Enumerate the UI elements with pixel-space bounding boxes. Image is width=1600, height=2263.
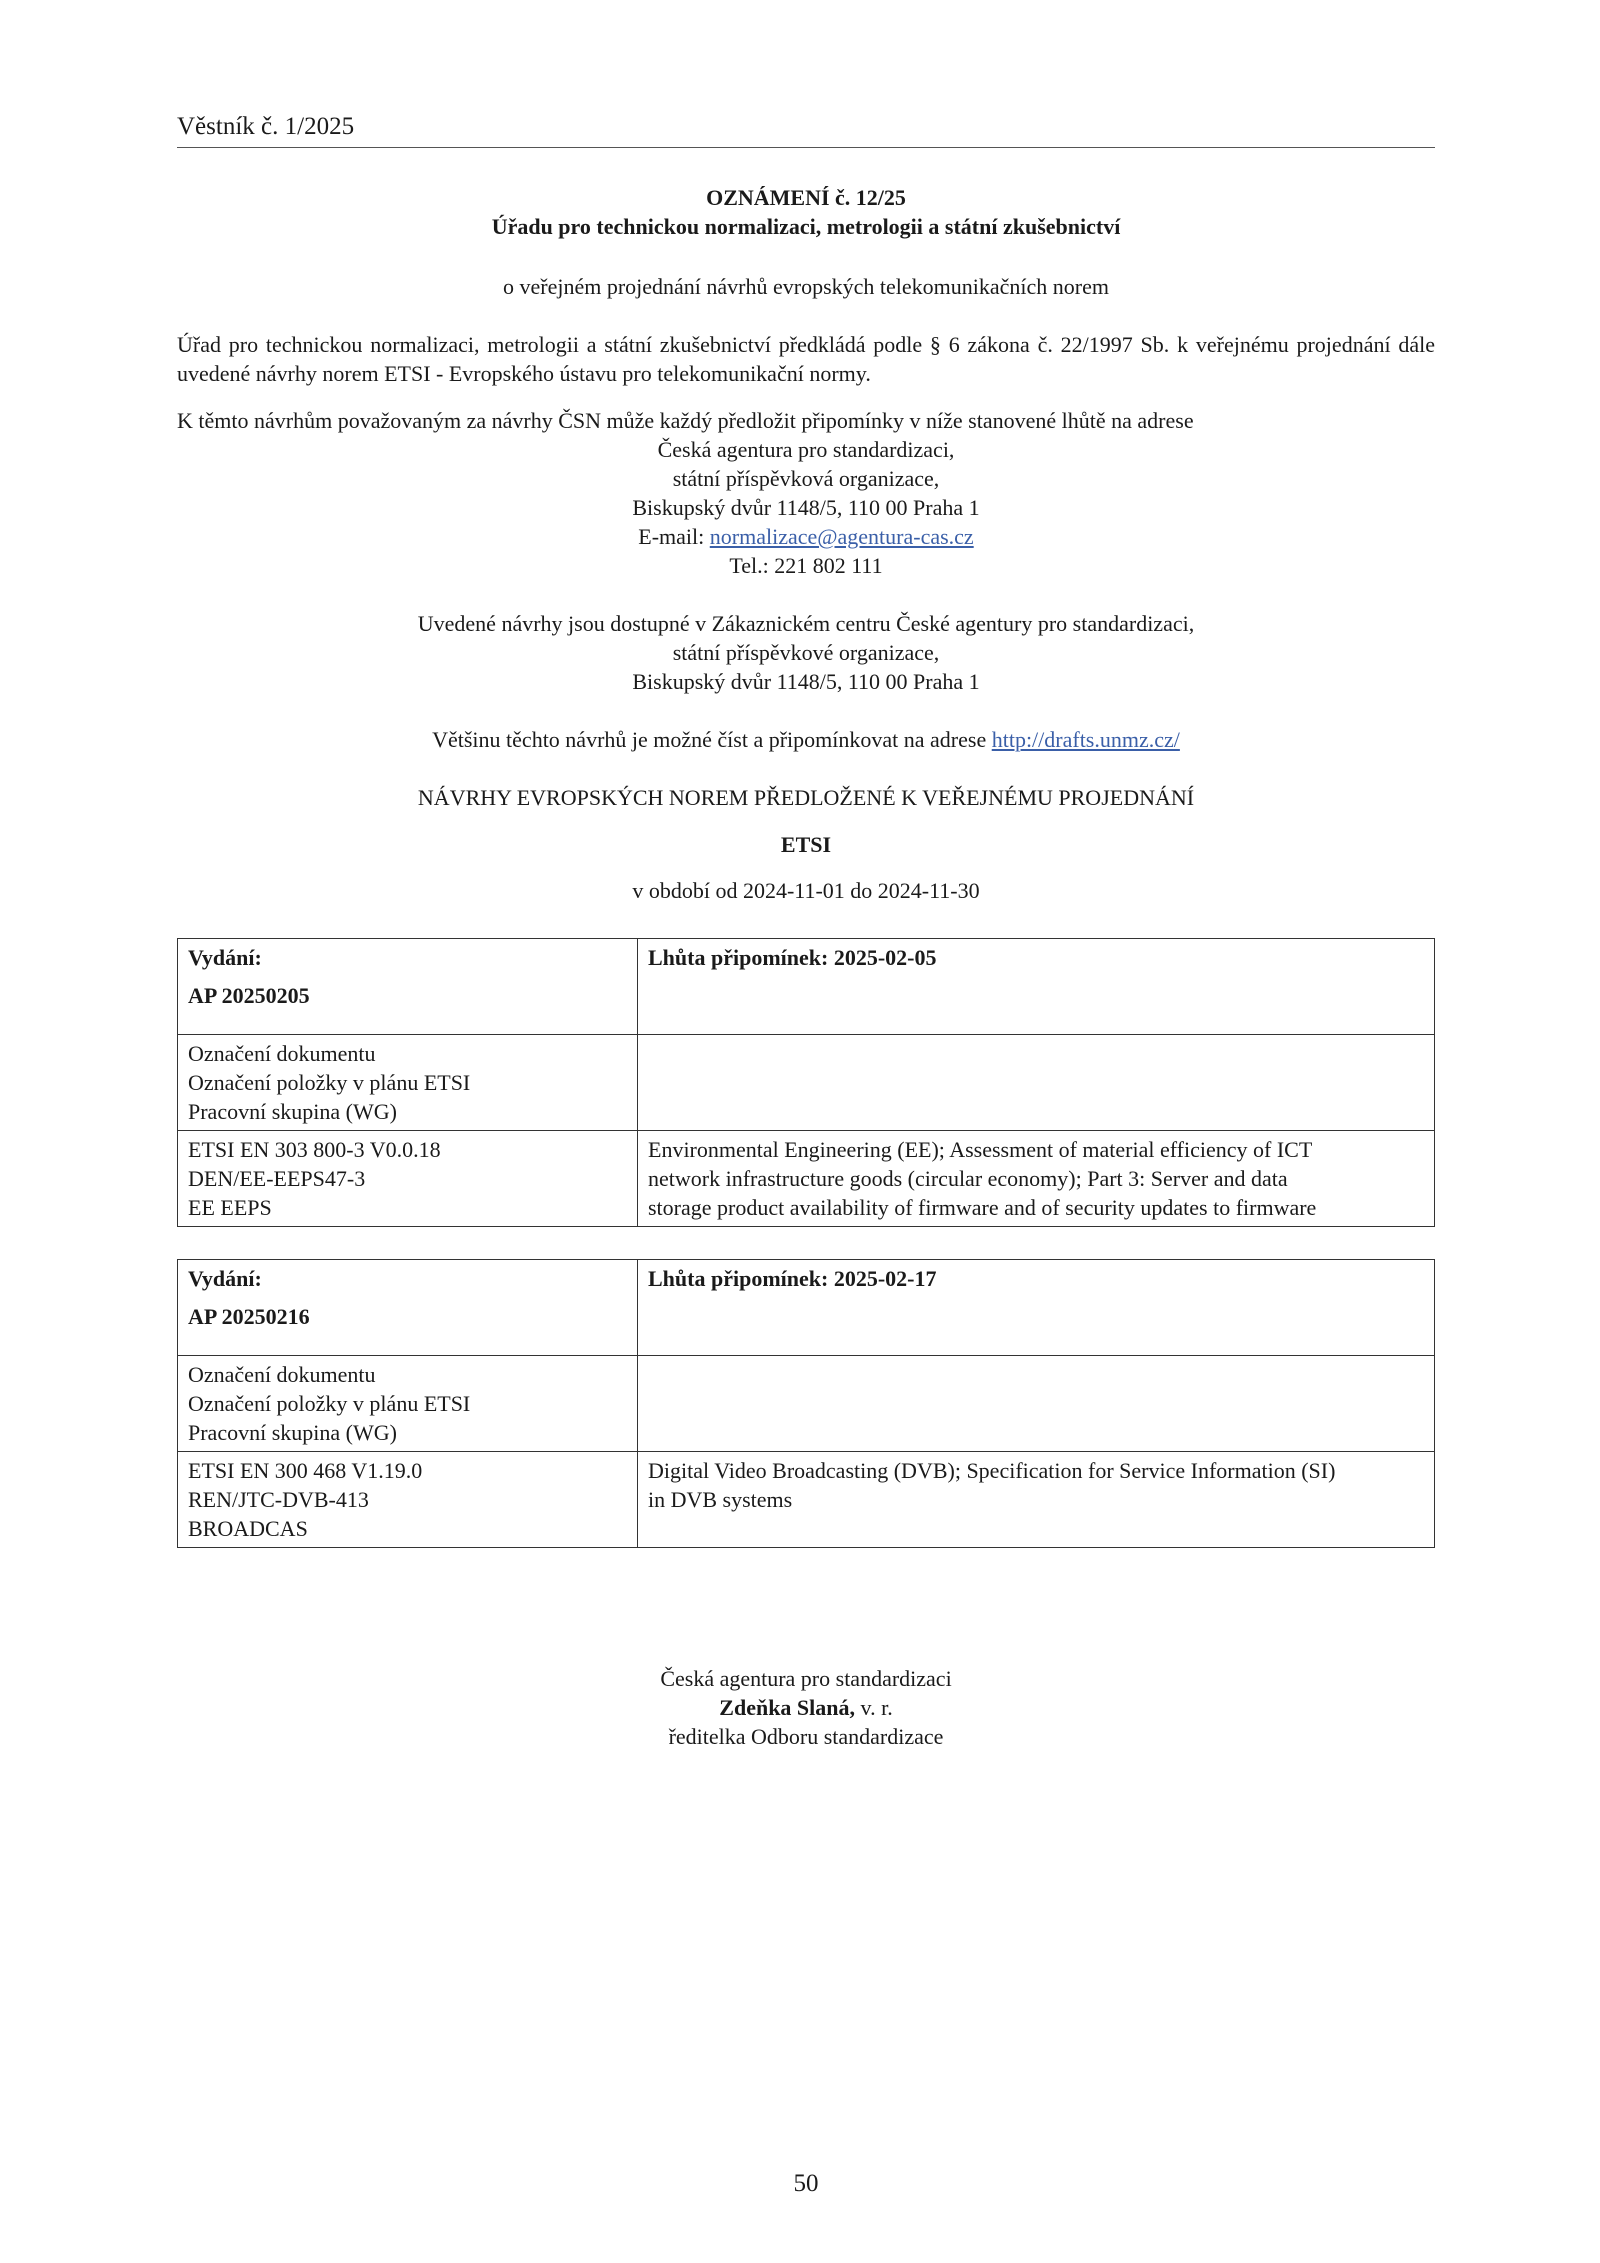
working-group: BROADCAS (188, 1516, 308, 1541)
announcement-number: OZNÁMENÍ č. 12/25 (706, 185, 906, 210)
availability-address (177, 609, 1435, 696)
draft-entry-table (177, 938, 1435, 1227)
bulletin-header: Věstník č. 1/2025 (177, 113, 1435, 148)
doc-title-line: network infrastructure goods (circular economy); Part 3: Server and data (648, 1166, 1288, 1191)
issue-code: AP 20250216 (188, 1304, 310, 1329)
doc-id: ETSI EN 300 468 V1.19.0 (188, 1458, 423, 1483)
doc-title-line: storage product availability of firmware and of security updates to firmware (648, 1195, 1317, 1220)
deadline-cell: Lhůta připomínek: 2025-02-05 (638, 939, 1435, 1035)
section-title: NÁVRHY EVROPSKÝCH NOREM PŘEDLOŽENÉ K VEŘEJNÉMU PROJEDNÁNÍ (417, 785, 1195, 810)
address-line: státní příspěvková organizace, (672, 466, 940, 491)
issue-cell (178, 1260, 638, 1356)
deadline-cell: Lhůta připomínek: 2025-02-17 (638, 1260, 1435, 1356)
address-line: Biskupský dvůr 1148/5, 110 00 Praha 1 (632, 669, 980, 694)
signature-org: Česká agentura pro standardizaci (660, 1666, 952, 1691)
period-text: v období od 2024-11-01 do 2024-11-30 (632, 878, 980, 903)
org-title: ETSI (780, 832, 832, 857)
meta-label: Pracovní skupina (WG) (188, 1420, 397, 1445)
announcement-heading (177, 183, 1435, 241)
doc-title-line: in DVB systems (648, 1487, 793, 1512)
signature-name-line (177, 1693, 1435, 1722)
issue-cell (178, 939, 638, 1035)
phone-line: Tel.: 221 802 111 (729, 553, 883, 578)
email-line (177, 522, 1435, 551)
address-line: Uvedené návrhy jsou dostupné v Zákaznickém centru České agentury pro standardizaci, (417, 611, 1195, 636)
meta-values-cell (178, 1452, 638, 1548)
signature-name: Zdeňka Slaná, (719, 1695, 856, 1720)
meta-label: Označení položky v plánu ETSI (188, 1391, 471, 1416)
working-group: EE EEPS (188, 1195, 272, 1220)
issue-label: Vydání: (188, 945, 262, 970)
email-label: E-mail: (638, 524, 710, 549)
signature-block (177, 1664, 1435, 1751)
comments-intro: K těmto návrhům považovaným za návrhy ČSN může každý předložit připomínky v níže stanovené lhůtě na adrese (177, 408, 1194, 433)
empty-cell (638, 1035, 1435, 1131)
doc-title-cell (638, 1452, 1435, 1548)
drafts-line (177, 725, 1435, 754)
announcement-intro: Úřad pro technickou normalizaci, metrologii a státní zkušebnictví předkládá podle § 6 zákona č. 22/1997 Sb. k veřejnému projednání dále uvedené návrhy norem ETSI - Evropského ústavu pro telekomunikační normy. (177, 332, 1435, 386)
signature-suffix: v. r. (855, 1695, 893, 1720)
meta-label: Označení položky v plánu ETSI (188, 1070, 471, 1095)
meta-label: Pracovní skupina (WG) (188, 1099, 397, 1124)
meta-label: Označení dokumentu (188, 1362, 376, 1387)
announcement-issuer: Úřadu pro technickou normalizaci, metrologii a státní zkušebnictví (491, 214, 1121, 239)
page-number: 50 (793, 2170, 819, 2197)
work-item: REN/JTC-DVB-413 (188, 1487, 369, 1512)
work-item: DEN/EE-EEPS47-3 (188, 1166, 366, 1191)
doc-title-line: Environmental Engineering (EE); Assessment of material efficiency of ICT (648, 1137, 1313, 1162)
doc-title-line: Digital Video Broadcasting (DVB); Specification for Service Information (SI) (648, 1458, 1336, 1483)
drafts-text: Většinu těchto návrhů je možné číst a připomínkovat na adrese (432, 727, 992, 752)
meta-labels-cell (178, 1035, 638, 1131)
issue-label: Vydání: (188, 1266, 262, 1291)
meta-values-cell (178, 1131, 638, 1227)
address-line: státní příspěvkové organizace, (672, 640, 940, 665)
empty-cell (638, 1356, 1435, 1452)
draft-entry-table (177, 1259, 1435, 1548)
email-link[interactable]: normalizace@agentura-cas.cz (709, 524, 974, 549)
signature-role: ředitelka Odboru standardizace (668, 1724, 944, 1749)
announcement-subject: o veřejném projednání návrhů evropských telekomunikačních norem (502, 274, 1110, 299)
issue-code: AP 20250205 (188, 983, 310, 1008)
comments-address (177, 435, 1435, 580)
doc-title-cell (638, 1131, 1435, 1227)
doc-id: ETSI EN 303 800-3 V0.0.18 (188, 1137, 441, 1162)
address-line: Biskupský dvůr 1148/5, 110 00 Praha 1 (632, 495, 980, 520)
meta-labels-cell (178, 1356, 638, 1452)
address-line: Česká agentura pro standardizaci, (657, 437, 955, 462)
meta-label: Označení dokumentu (188, 1041, 376, 1066)
drafts-link[interactable]: http://drafts.unmz.cz/ (991, 727, 1180, 752)
